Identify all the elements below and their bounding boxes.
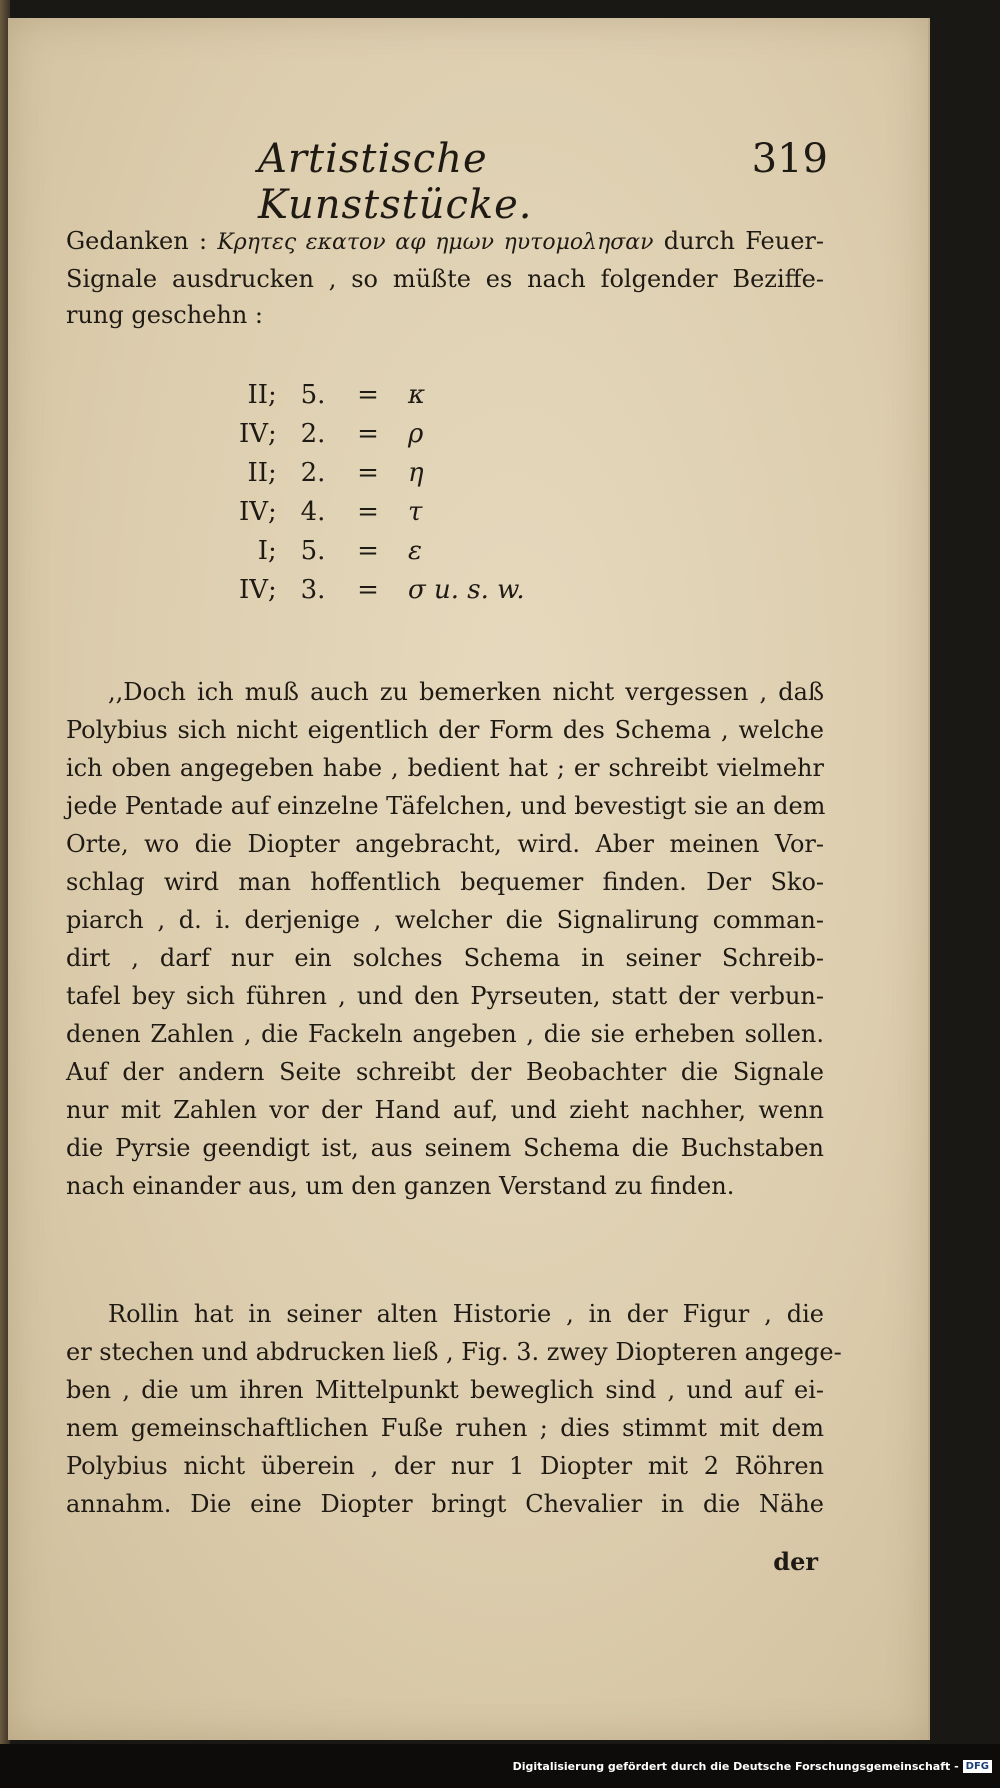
text-segment: durch Feuer-	[653, 227, 824, 255]
text-line: Orte, wo die Diopter angebracht, wird. Aber meinen Vor-	[66, 830, 824, 858]
catchword: der	[773, 1547, 818, 1576]
book-page	[8, 18, 930, 1740]
equals-sign: =	[357, 457, 379, 488]
equals-sign: =	[357, 496, 379, 527]
table-row	[198, 453, 618, 492]
running-title: Artistische Kunststücke.	[258, 136, 533, 228]
roman-numeral: IV	[238, 496, 268, 527]
signal-table	[198, 375, 618, 609]
text-line: rung geschehn :	[66, 301, 263, 329]
semicolon: ;	[268, 535, 277, 566]
semicolon: ;	[268, 496, 277, 527]
greek-letter: σ u. s. w.	[408, 574, 525, 605]
text-line: piarch , d. i. derjenige , welcher die Signalirung comman-	[66, 906, 824, 934]
text-line: Signale ausdrucken , so müßte es nach folgender Beziffe-	[66, 265, 824, 293]
table-row	[198, 375, 618, 414]
greek-letter: ρ	[408, 418, 424, 449]
paragraph-3	[66, 1295, 842, 1523]
text-line: jede Pentade auf einzelne Täfelchen, und bevestigt sie an dem	[66, 792, 826, 820]
number-value: 4.	[300, 496, 326, 527]
table-row	[198, 570, 618, 609]
equals-sign: =	[357, 574, 379, 605]
roman-numeral: II	[247, 379, 268, 410]
funding-note: Digitalisierung gefördert durch die Deutsche Forschungsgemeinschaft -	[512, 1759, 959, 1773]
greek-letter: κ	[408, 379, 426, 410]
number-value: 5.	[300, 535, 326, 566]
semicolon: ;	[268, 457, 277, 488]
text-line: dirt , darf nur ein solches Schema in seiner Schreib-	[66, 944, 824, 972]
number-value: 3.	[300, 574, 326, 605]
equals-sign: =	[357, 535, 379, 566]
semicolon: ;	[268, 379, 277, 410]
text-line: tafel bey sich führen , und den Pyrseuten, statt der verbun-	[66, 982, 824, 1010]
text-line: Polybius sich nicht eigentlich der Form des Schema , welche	[66, 716, 824, 744]
text-line: annahm. Die eine Diopter bringt Chevalier in die Nähe	[66, 1490, 824, 1518]
greek-letter: τ	[408, 496, 423, 527]
text-line: nem gemeinschaftlichen Fuße ruhen ; dies stimmt mit dem	[66, 1414, 824, 1442]
page-number: 319	[751, 136, 828, 182]
text-line: schlag wird man hoffentlich bequemer finden. Der Sko-	[66, 868, 824, 896]
greek-quote: Κρητες εκατον αφ ημων ηυτομολησαν	[217, 230, 654, 255]
table-row	[198, 492, 618, 531]
table-row	[198, 531, 618, 570]
roman-numeral: IV	[238, 418, 268, 449]
greek-letter: η	[408, 457, 424, 488]
text-line: nur mit Zahlen vor der Hand auf, und zieht nachher, wenn	[66, 1096, 824, 1124]
table-row	[198, 414, 618, 453]
text-line: er stechen und abdrucken ließ , Fig. 3. zwey Diopteren angege-	[66, 1338, 842, 1366]
page-header	[258, 136, 828, 228]
dfg-logo: DFG	[963, 1760, 992, 1773]
text-line	[66, 223, 824, 261]
text-line: Auf der andern Seite schreibt der Beobachter die Signale	[66, 1058, 824, 1086]
text-line: denen Zahlen , die Fackeln angeben , die sie erheben sollen.	[66, 1020, 824, 1048]
text-line: Polybius nicht überein , der nur 1 Diopter mit 2 Röhren	[66, 1452, 824, 1480]
semicolon: ;	[268, 574, 277, 605]
text-line: ,,Doch ich muß auch zu bemerken nicht vergessen , daß	[108, 678, 824, 706]
paragraph-2	[66, 673, 824, 1205]
digitization-footer	[0, 1744, 1000, 1788]
number-value: 2.	[300, 418, 326, 449]
text-line: Rollin hat in seiner alten Historie , in der Figur , die	[108, 1300, 824, 1328]
paragraph-1	[66, 223, 824, 333]
semicolon: ;	[268, 418, 277, 449]
text-segment: Gedanken :	[66, 227, 218, 255]
roman-numeral: I	[257, 535, 268, 566]
roman-numeral: IV	[238, 574, 268, 605]
number-value: 5.	[300, 379, 326, 410]
number-value: 2.	[300, 457, 326, 488]
text-line: die Pyrsie geendigt ist, aus seinem Schema die Buchstaben	[66, 1134, 824, 1162]
equals-sign: =	[357, 379, 379, 410]
text-line: ich oben angegeben habe , bedient hat ; er schreibt vielmehr	[66, 754, 824, 782]
roman-numeral: II	[247, 457, 268, 488]
text-line: ben , die um ihren Mittelpunkt beweglich sind , und auf ei-	[66, 1376, 824, 1404]
greek-letter: ε	[408, 535, 422, 566]
equals-sign: =	[357, 418, 379, 449]
text-line: nach einander aus, um den ganzen Verstand zu finden.	[66, 1172, 735, 1200]
